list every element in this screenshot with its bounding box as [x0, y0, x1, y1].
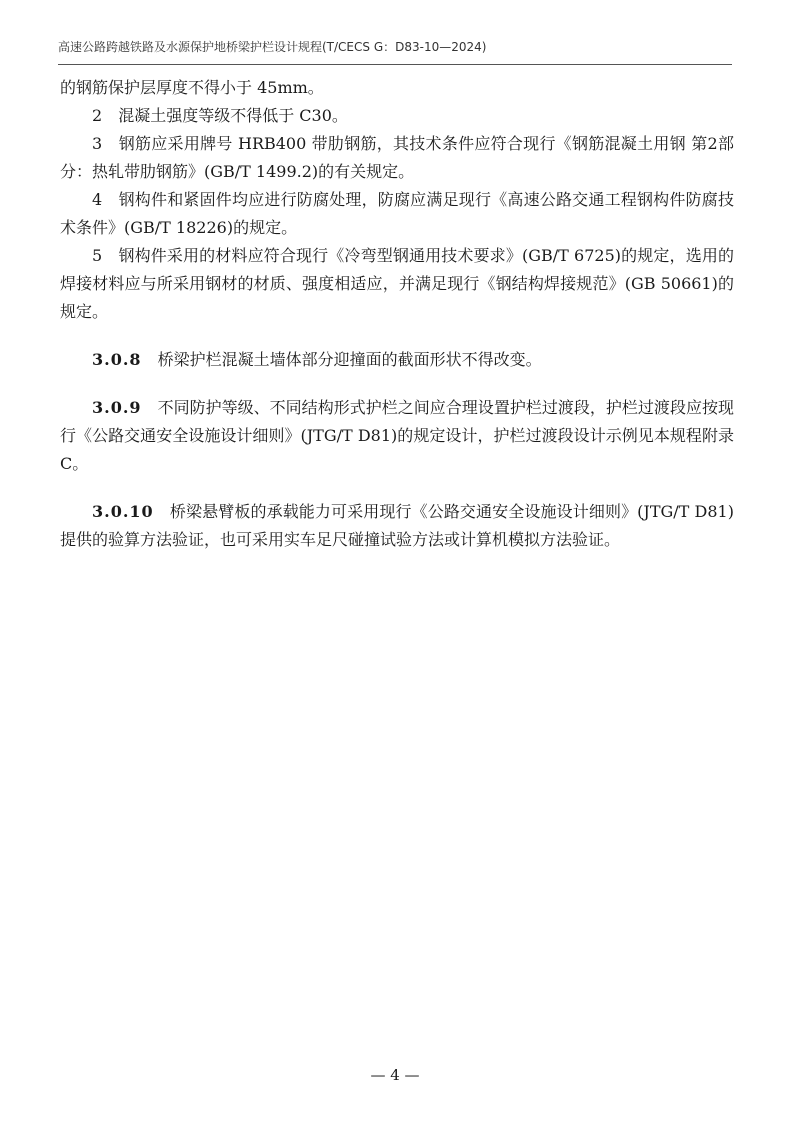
header-divider — [58, 64, 732, 65]
list-item — [60, 130, 734, 186]
clause-number: 3.0.9 — [92, 398, 142, 417]
continuation-paragraph: 的钢筋保护层厚度不得小于 45mm。 — [60, 78, 324, 97]
page-number: — 4 — — [370, 1066, 420, 1084]
item-number: 5 — [92, 246, 103, 265]
item-number: 3 — [92, 134, 103, 153]
document-body — [60, 74, 734, 554]
item-text: 钢构件和紧固件均应进行防腐处理，防腐应满足现行《高速公路交通工程钢构件防腐技术条件》(GB/T 18226)的规定。 — [60, 190, 734, 237]
clause-paragraph — [60, 346, 734, 374]
list-item — [60, 242, 734, 326]
list-item — [60, 102, 734, 130]
clause-text: 不同防护等级、不同结构形式护栏之间应合理设置护栏过渡段，护栏过渡段应按现行《公路交通安全设施设计细则》(JTG/T D81)的规定设计，护栏过渡段设计示例见本规程附录 C。 — [60, 398, 734, 473]
list-item — [60, 186, 734, 242]
clause-paragraph — [60, 394, 734, 478]
clause-text: 桥梁悬臂板的承载能力可采用现行《公路交通安全设施设计细则》(JTG/T D81)提供的验算方法验证，也可采用实车足尺碰撞试验方法或计算机模拟方法验证。 — [60, 502, 734, 549]
item-number: 2 — [92, 106, 103, 125]
clause-number: 3.0.8 — [92, 350, 142, 369]
clause-paragraph — [60, 498, 734, 554]
item-text: 混凝土强度等级不得低于 C30。 — [118, 106, 348, 125]
clause-number: 3.0.10 — [92, 502, 154, 521]
clause-text: 桥梁护栏混凝土墙体部分迎撞面的截面形状不得改变。 — [157, 350, 542, 369]
item-text: 钢筋应采用牌号 HRB400 带肋钢筋，其技术条件应符合现行《钢筋混凝土用钢 第2部分：热轧带肋钢筋》(GB/T 1499.2)的有关规定。 — [60, 134, 734, 181]
running-header: 高速公路跨越铁路及水源保护地桥梁护栏设计规程(T/CECS G：D83-10—2024) — [58, 40, 487, 54]
item-number: 4 — [92, 190, 103, 209]
item-text: 钢构件采用的材料应符合现行《冷弯型钢通用技术要求》(GB/T 6725)的规定，选用的焊接材料应与所采用钢材的材质、强度相适应，并满足现行《钢结构焊接规范》(GB 50661)的规定。 — [60, 246, 734, 321]
